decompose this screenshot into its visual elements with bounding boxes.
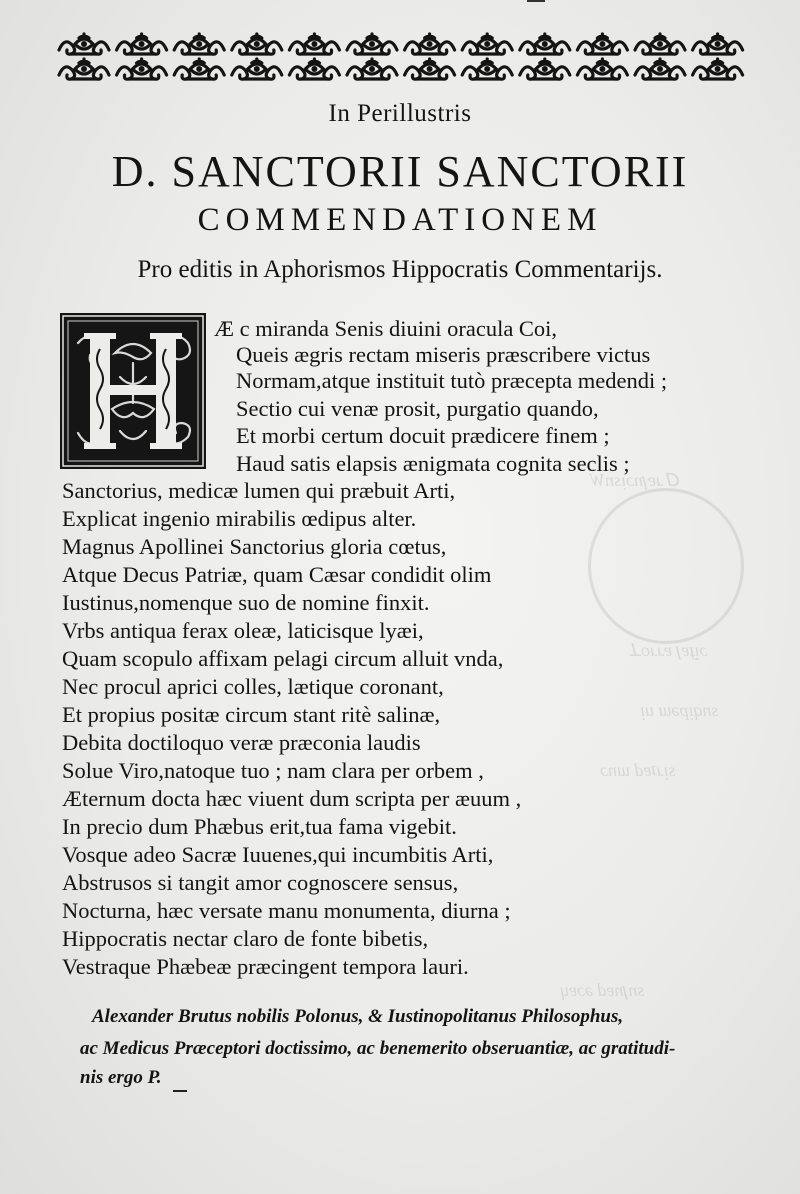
bleed-through-seal [588,488,744,644]
floral-ornament-unit [59,34,109,54]
page-edge-mark [527,0,545,2]
verse-line: Sanctorius, medicæ lumen qui præbuit Arti, [62,478,456,503]
floral-ornament-unit [693,34,743,54]
verse-line: Et propius positæ circum stant ritè salinæ, [62,702,441,727]
verse-line: Et morbi certum docuit prædicere finem ; [236,423,610,448]
bleed-through-text: ɔᴉɟɐꞁ ɐɹɹoꓕ [630,640,708,660]
title-subtitle: Pro editis in Aphorismos Hippocratis Commentarijs. [137,256,663,283]
bleed-through-text: snqᴉpǝɯ uᴉ [640,700,719,720]
floral-ornament-unit [520,34,570,54]
verse-line: Abstrusos si tangit amor cognoscere sensus, [62,870,459,895]
floral-ornament-unit [405,59,455,79]
verse-line: Explicat ingenio mirabilis œdipus alter. [62,506,417,531]
floral-ornament-unit [405,34,455,54]
floral-ornament-unit [289,59,339,79]
verse-line: Sectio cui venæ prosit, purgatio quando, [236,396,599,421]
floral-ornament-unit [59,59,109,79]
floral-ornament-unit [289,34,339,54]
verse-line: Hippocratis nectar claro de fonte bibetis, [62,926,429,951]
floral-ornament-unit [693,59,743,79]
verse-line: Atque Decus Patriæ, quam Cæsar condidit olim [62,562,492,587]
floral-ornament-unit [577,59,627,79]
floral-ornament-unit [347,34,397,54]
signature-line: ac Medicus Præceptori doctissimo, ac benemerito obseruantiæ, ac gratitudi- [80,1038,676,1059]
signature-underline [173,1090,187,1092]
floral-ornament-unit [174,34,224,54]
verse-line: Æternum docta hæc viuent dum scripta per æuum , [62,786,522,811]
title-commendationem: COMMENDATIONEM [197,202,603,238]
signature-line: nis ergo P. [80,1067,162,1088]
floral-ornament-unit [117,59,167,79]
floral-ornament-unit [117,34,167,54]
verse-line: Nocturna, hæc versate manu monumenta, diurna ; [62,898,511,923]
verse-line: Queis ægris rectam miseris præscribere victus [236,342,651,367]
floral-ornament-unit [462,34,512,54]
verse-line: Debita doctiloquo veræ præconia laudis [62,730,421,755]
floral-ornament-unit [520,59,570,79]
bleed-through-text: sᴉɹʇɐd ɯnɔ [600,760,676,780]
verse-line: Æ c miranda Senis diuini oracula Coi, [214,316,558,341]
verse-line: Normam,atque instituit tutò præcepta medendi ; [236,368,668,393]
floral-ornament-unit [232,59,282,79]
verse-line: Vrbs antiqua ferax oleæ, laticisque lyæi, [62,618,424,643]
verse-line: In precio dum Phæbus erit,tua fama vigebit. [62,814,457,839]
floral-ornament-unit [635,59,685,79]
floral-ornament-unit [174,59,224,79]
verse-line: Iustinus,nomenque suo de nomine finxit. [62,590,430,615]
verse-line: Solue Viro,natoque tuo ; nam clara per orbem , [62,758,484,783]
floral-ornament-unit [635,34,685,54]
bleed-through-text: snꞁnɐd ǝɔɐɥ [560,980,645,1000]
signature-line: Alexander Brutus nobilis Polonus, & Iustinopolitanus Philosophus, [92,1006,624,1027]
verse-line: Haud satis elapsis ænigmata cognita seclis ; [236,451,630,476]
bleed-through-text: ᗡ ɹɐꞁnɔᴉsnW [590,470,682,490]
verse-line: Nec procul aprici colles, lætique coronant, [62,674,444,699]
floral-header-band-icon [55,32,747,82]
verse-line: Vosque adeo Sacræ Iuuenes,qui incumbitis Arti, [62,842,494,867]
title-name: D. SANCTORII SANCTORII [111,147,689,196]
floral-ornament-unit [462,59,512,79]
floral-ornament-unit [232,34,282,54]
ornamental-initial-icon [60,313,206,469]
verse-line: Quam scopulo affixam pelagi circum alluit vnda, [62,646,504,671]
floral-ornament-unit [577,34,627,54]
verse-line: Vestraque Phæbeæ præcingent tempora lauri. [62,954,469,979]
title-line-1: In Perillustris [328,100,472,127]
verse-line: Magnus Apollinei Sanctorius gloria cœtus, [62,534,447,559]
floral-ornament-unit [347,59,397,79]
